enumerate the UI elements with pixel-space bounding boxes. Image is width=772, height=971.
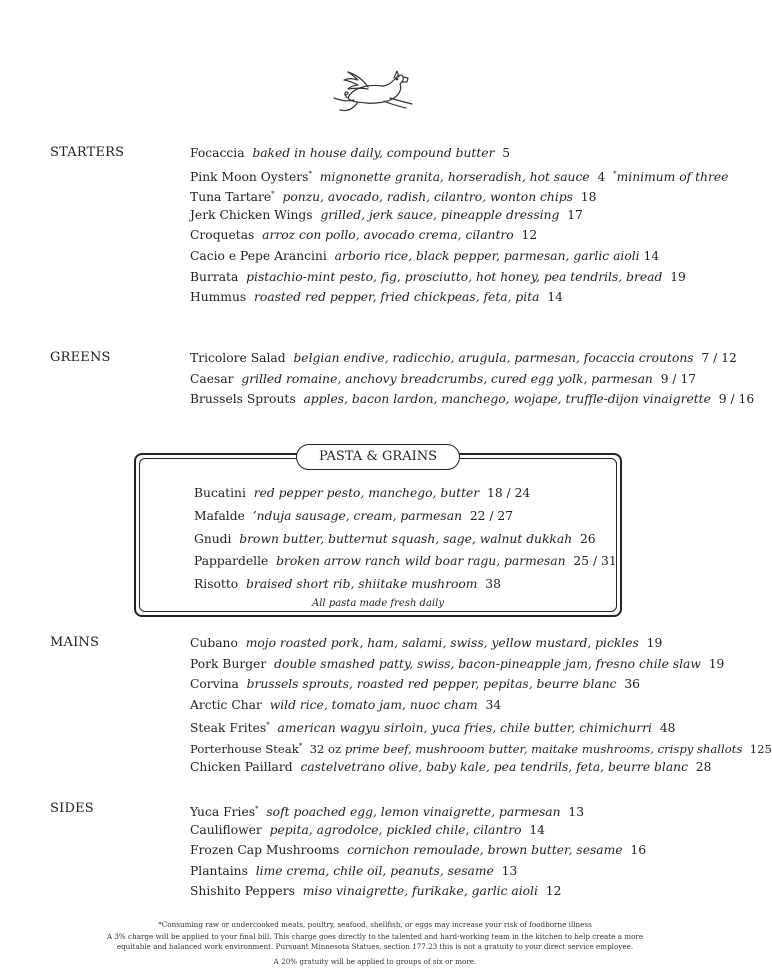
menu-item: Cauliflower pepita, agrodolce, pickled chile, cilantro 14 [190,822,545,837]
menu-item: Tricolore Salad belgian endive, radicchio, arugula, parmesan, focaccia croutons 7 / 12 [190,351,737,365]
menu-item: Yuca Fries* soft poached egg, lemon vinaigrette, parmesan 13 [190,805,585,819]
starters-list [190,145,750,310]
section-title: SIDES [50,801,94,816]
menu-item: Porterhouse Steak* 32 oz prime beef, mushrooom butter, maitake mushrooms, crispy shallots 125 [190,741,772,756]
pasta-note: All pasta made fresh daily [312,598,444,609]
mains-list [190,635,772,779]
menu-item: Corvina brussels sprouts, roasted red pepper, pepitas, beurre blanc 36 [190,677,640,692]
menu-item: Focaccia baked in house daily, compound butter 5 [190,146,511,160]
menu-item: Caesar grilled romaine, anchovy breadcrumbs, cured egg yolk, parmesan 9 / 17 [190,371,697,386]
menu-item: Croquetas arroz con pollo, avocado crema, cilantro 12 [190,228,538,243]
menu-item: Pink Moon Oysters* mignonette granita, horseradish, hot sauce 4 *minimum of three [190,169,729,184]
greens-list [190,350,755,412]
menu-item: Burrata pistachio-mint pesto, fig, prosciutto, hot honey, pea tendrils, bread 19 [190,269,686,284]
menu-item: Tuna Tartare* ponzu, avocado, radish, cilantro, wonton chips 18 [190,190,597,205]
menu-item: Mafalde ’nduja sausage, cream, parmesan 22 / 27 [194,508,514,523]
section-title: GREENS [50,350,111,365]
pasta-section-title: PASTA & GRAINS [296,444,460,470]
kitchen-charge-line1: A 3% charge will be applied to your final bill. This charge goes directly to the talented and hard-working team in the kitchen to help create a more [106,932,644,941]
menu-item: Pappardelle broken arrow ranch wild boar ragu, parmesan 25 / 31 [194,554,617,569]
menu-item: Plantains lime crema, chile oil, peanuts, sesame 13 [190,863,518,878]
menu-item: Brussels Sprouts apples, bacon lardon, manchego, wojape, truffle-dijon vinaigrette 9 / 16 [190,392,755,407]
menu-item: Cubano mojo roasted pork, ham, salami, swiss, yellow mustard, pickles 19 [190,636,663,650]
consumption-warning: *Consuming raw or undercooked meats, poultry, seafood, shellfish, or eggs may increase your risk of foodborne illness [158,920,592,929]
menu-item: Cacio e Pepe Arancini arborio rice, black pepper, parmesan, garlic aioli 14 [190,248,660,263]
menu-item: Arctic Char wild rice, tomato jam, nuoc cham 34 [190,697,502,712]
menu-item: Hummus roasted red pepper, fried chickpeas, feta, pita 14 [190,290,563,305]
section-title: STARTERS [50,145,125,160]
kitchen-charge-line2: equitable and balanced work environment. Pursuant Minnesota Statues, section 177.23 this is not a gratuity to your direct service employee. [116,942,634,951]
menu-item: Gnudi brown butter, butternut squash, sage, walnut dukkah 26 [194,531,596,546]
menu-item: Chicken Paillard castelvetrano olive, baby kale, pea tendrils, feta, beurre blanc 28 [190,759,712,774]
menu-item: Pork Burger double smashed patty, swiss, bacon-pineapple jam, fresno chile slaw 19 [190,656,725,671]
menu-item: Steak Frites* american wagyu sirloin, yuca fries, chile butter, chimichurri 48 [190,721,676,736]
menu-item: Risotto braised short rib, shiitake mushroom 38 [194,577,501,592]
flying-pig-logo [318,58,422,126]
menu-item: Frozen Cap Mushrooms cornichon remoulade, brown butter, sesame 16 [190,843,647,858]
gratuity-note: A 20% gratuity will be applied to groups of six or more. [273,957,477,966]
section-title: MAINS [50,635,100,650]
menu-item: Shishito Peppers miso vinaigrette, furikake, garlic aioli 12 [190,884,562,899]
sides-list [190,801,750,904]
menu-item: Jerk Chicken Wings grilled, jerk sauce, pineapple dressing 17 [190,207,583,222]
pasta-list [194,485,617,599]
menu-item: Bucatini red pepper pesto, manchego, butter 18 / 24 [194,486,531,500]
